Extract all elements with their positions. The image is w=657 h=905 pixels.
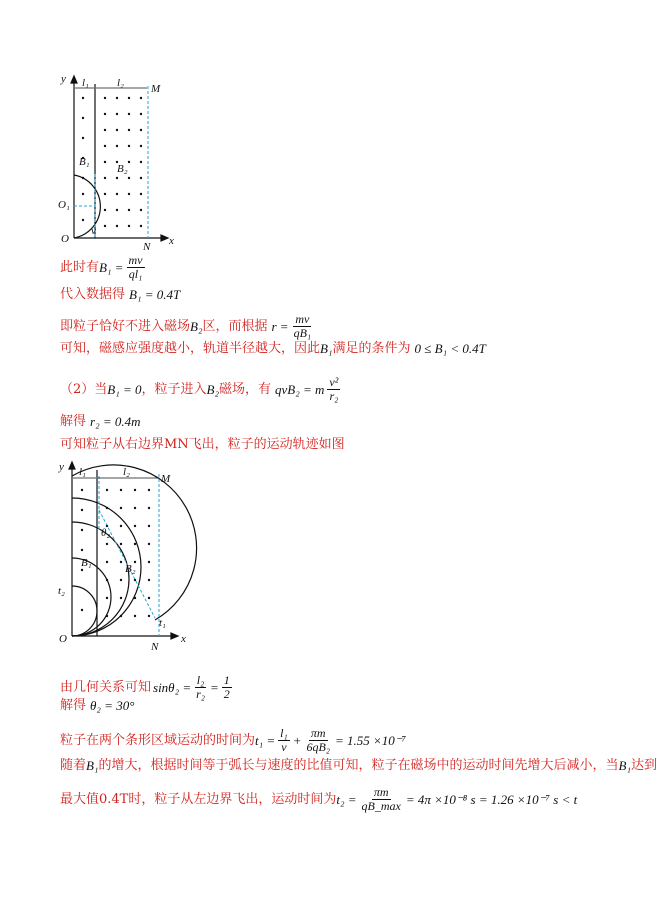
- label-l2: l₂: [117, 77, 124, 89]
- label-M: M: [161, 473, 171, 485]
- line-10: 粒子在两个条形区域运动的时间为 t₁ = $\frac{\text{l₁}}{v}$ + $\frac{\pi m}{\text{6qB₂}}$ = 1.55 ×10⁻⁷: [60, 726, 407, 754]
- line-4: 可知，磁感应强度越小，轨道半径越大，因此 B₁ 满足的条件为 0 ≤ B₁ < 0.4T: [60, 341, 486, 356]
- label-N: N: [151, 641, 159, 653]
- label-B2: B₂: [125, 563, 136, 575]
- label-center: O₁: [58, 199, 70, 211]
- label-y: y: [61, 73, 66, 85]
- semicircle-trajectory: [74, 175, 100, 238]
- label-theta2: θ₂: [101, 527, 111, 539]
- fraction-pim-6qB2: $\frac{\pi m}{\text{6qB₂}}$: [306, 726, 330, 754]
- line-8: 由几何关系可知 sinθ₂ = $\frac{\text{l₂}}{\text{r₂}}$ = $\frac{1}{2}$: [60, 673, 230, 701]
- label-origin: O: [61, 233, 69, 245]
- fraction-l1-v: $\frac{\text{l₁}}{v}$: [280, 726, 288, 754]
- line-11: 随着 B₁ 的增大，根据时间等于弧长与速度的比值可知，粒子在磁场中的运动时间先增大后减小，当 B₁ 达到: [60, 758, 657, 773]
- label-v: v: [91, 225, 96, 237]
- line-5: （2）当 B₁ = 0 ，粒子进入 B₂ 磁场，有 qvB₂ = m $\frac{\text{v²}}{\text{r₂}}$: [60, 375, 339, 403]
- label-t2: t₂: [58, 585, 65, 597]
- line-6: 解得 r₂ = 0.4m: [60, 414, 141, 429]
- line-12: 最大值0.4T时，粒子从左边界飞出，运动时间为 t₂ = $\frac{\pi m}{qB\_\max}$ = 4π ×10⁻⁸ s = 1.26 ×10⁻⁷ s < t: [60, 785, 578, 813]
- label-N: N: [143, 241, 151, 253]
- label-B1: B₁: [79, 156, 90, 168]
- label-t1: t₁: [159, 617, 166, 629]
- label-x: x: [181, 633, 186, 645]
- label-l1: l₁: [79, 466, 86, 478]
- line-3: 即粒子恰好不进入磁场 B₂ 区，而根据 r = $\frac{mv}{\text{qB₁}}$: [60, 312, 312, 340]
- fraction-mv-qB1: $\frac{mv}{\text{qB₁}}$: [293, 312, 312, 340]
- label-l2: l₂: [123, 466, 130, 478]
- label-l1: l₁: [82, 77, 89, 89]
- fraction-1-2: $\frac{1}{2}$: [223, 673, 230, 701]
- fraction-l2-r2: $\frac{\text{l₂}}{\text{r₂}}$: [196, 673, 205, 701]
- figure-1-diagram: [55, 74, 185, 252]
- line-2: 代入数据得 B₁ = 0.4T: [60, 287, 181, 302]
- fraction-pim-qBmax: $\frac{\pi m}{qB\_\max}$: [361, 785, 401, 813]
- line-9: 解得 θ₂ = 30°: [60, 698, 135, 713]
- label-B2: B₂: [117, 163, 128, 175]
- label-y: y: [59, 461, 64, 473]
- fraction-v2-r2: $\frac{\text{v²}}{\text{r₂}}$: [329, 375, 339, 403]
- label-M: M: [151, 83, 161, 95]
- label-x: x: [169, 235, 174, 247]
- line-1: 此时有 B₁ = $\frac{mv}{\text{ql₁}}$: [60, 253, 143, 281]
- line-7: 可知粒子从右边界MN飞出，粒子的运动轨迹如图: [60, 437, 345, 452]
- fraction-mv-ql1: $\frac{mv}{\text{ql₁}}$: [128, 253, 143, 281]
- figure-2-diagram: [55, 460, 205, 655]
- label-origin: O: [59, 633, 67, 645]
- label-B1: B₁: [81, 557, 92, 569]
